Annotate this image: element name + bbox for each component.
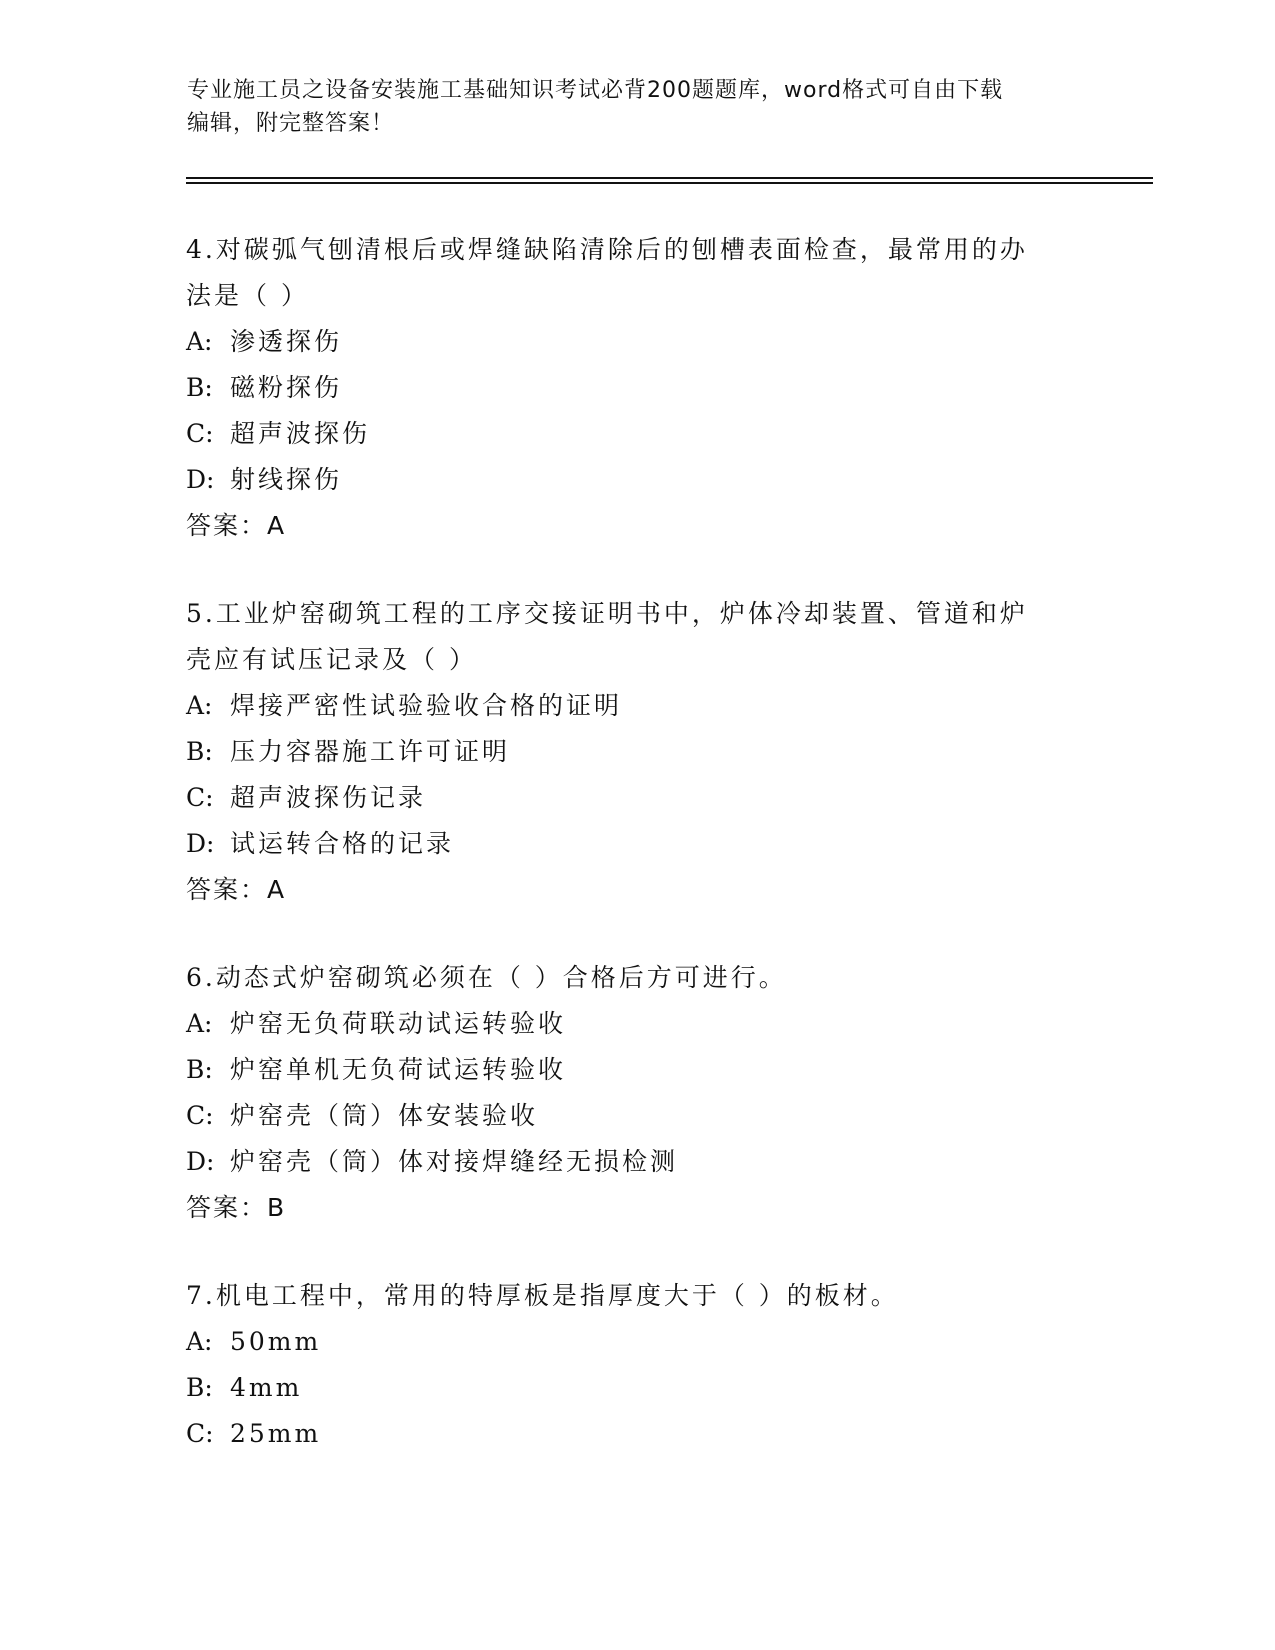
option-key: D: [186,1147,215,1176]
question-stem [186,1273,1066,1319]
question-stem-line-1: 5.工业炉窑砌筑工程的工序交接证明书中，炉体冷却装置、管道和炉 [186,599,1028,628]
answer: 答案：B [186,1193,287,1222]
option-text: 射线探伤 [230,465,343,494]
option-c [186,775,1066,821]
question-7 [186,1273,1066,1457]
option-key: A: [186,327,213,356]
option-c [186,411,1066,457]
option-key: B: [186,373,213,402]
option-b [186,729,1066,775]
option-key: C: [186,1419,214,1448]
question-6 [186,955,1066,1231]
question-stem [186,227,1066,319]
option-text: 25mm [230,1419,322,1448]
option-text: 炉窑无负荷联动试运转验收 [230,1009,567,1038]
question-stem [186,955,1066,1001]
question-stem [186,591,1066,683]
question-stem-line-1: 7.机电工程中，常用的特厚板是指厚度大于（ ）的板材。 [186,1281,899,1310]
question-5 [186,591,1066,913]
option-text: 炉窑壳（筒）体对接焊缝经无损检测 [230,1147,679,1176]
option-key: C: [186,783,214,812]
option-text: 渗透探伤 [230,327,343,356]
option-b [186,1047,1066,1093]
answer: 答案：A [186,875,287,904]
option-a [186,683,1066,729]
option-a [186,1001,1066,1047]
option-key: B: [186,737,213,766]
document-header [187,74,1067,140]
option-a [186,1319,1066,1365]
question-stem-line-2: 法是（ ） [186,281,309,310]
header-line-1: 专业施工员之设备安装施工基础知识考试必背200题题库，word格式可自由下载 [187,78,1004,103]
option-text: 超声波探伤记录 [230,783,427,812]
question-4 [186,227,1066,549]
option-key: B: [186,1373,213,1402]
question-stem-line-1: 4.对碳弧气刨清根后或焊缝缺陷清除后的刨槽表面检查，最常用的办 [186,235,1028,264]
header-divider-bottom [186,182,1153,184]
option-key: C: [186,1101,214,1130]
option-text: 磁粉探伤 [230,373,343,402]
option-d [186,457,1066,503]
question-stem-line-2: 壳应有试压记录及（ ） [186,645,477,674]
header-line-2: 编辑，附完整答案！ [187,111,395,136]
option-a [186,319,1066,365]
option-key: B: [186,1055,213,1084]
option-key: D: [186,465,215,494]
option-key: A: [186,691,213,720]
option-text: 压力容器施工许可证明 [230,737,511,766]
option-text: 焊接严密性试验验收合格的证明 [230,691,623,720]
answer: 答案：A [186,511,287,540]
option-c [186,1411,1066,1457]
option-b [186,365,1066,411]
option-key: A: [186,1327,213,1356]
option-d [186,821,1066,867]
option-key: D: [186,829,215,858]
option-key: A: [186,1009,213,1038]
option-d [186,1139,1066,1185]
option-text: 50mm [230,1327,322,1356]
header-divider-top [186,177,1153,179]
option-text: 超声波探伤 [230,419,371,448]
option-b [186,1365,1066,1411]
option-text: 炉窑壳（筒）体安装验收 [230,1101,539,1130]
option-key: C: [186,419,214,448]
option-c [186,1093,1066,1139]
option-text: 试运转合格的记录 [230,829,455,858]
question-stem-line-1: 6.动态式炉窑砌筑必须在（ ）合格后方可进行。 [186,963,787,992]
option-text: 炉窑单机无负荷试运转验收 [230,1055,567,1084]
option-text: 4mm [230,1373,303,1402]
